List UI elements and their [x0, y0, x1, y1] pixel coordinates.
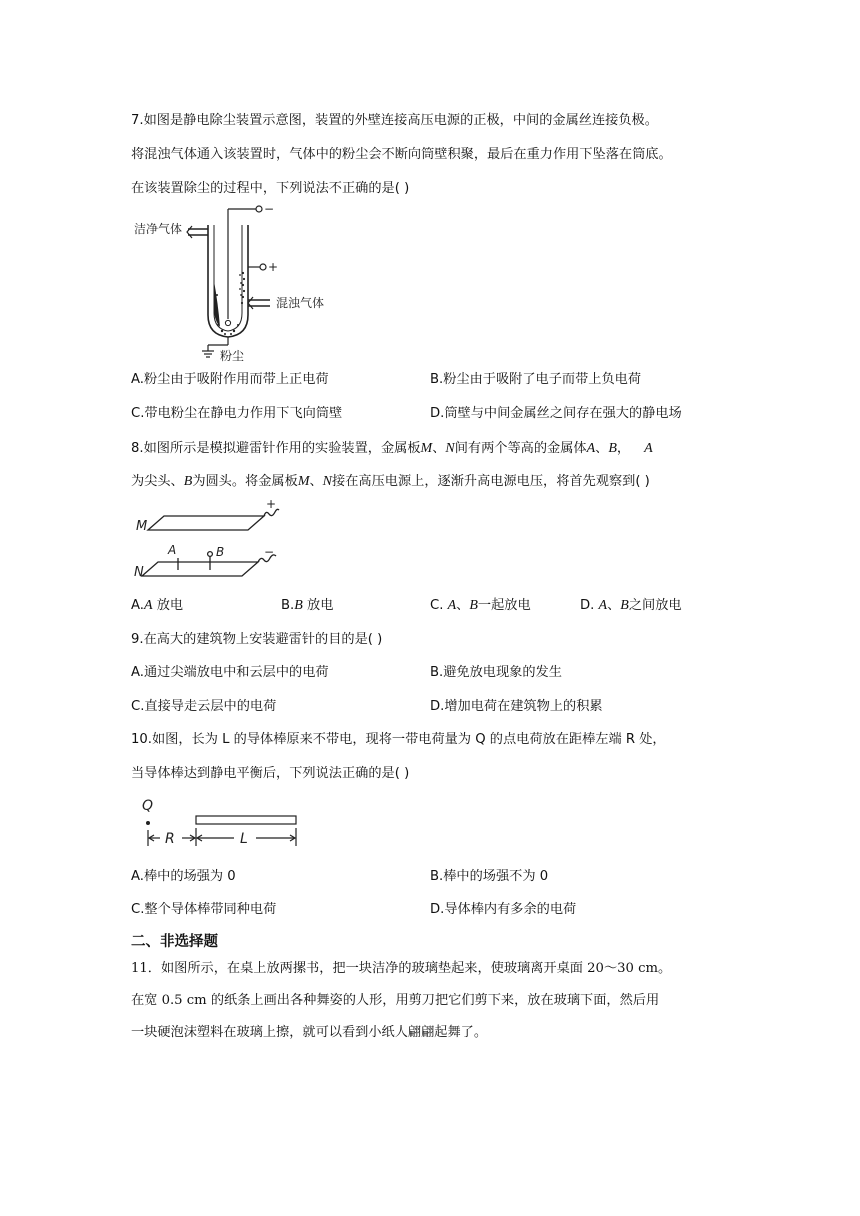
q8-var: A	[644, 441, 653, 456]
option-var: B	[294, 598, 303, 613]
option-text: 放电	[152, 598, 184, 613]
q8-var: N	[445, 441, 455, 456]
positive-terminal-label: +	[266, 497, 277, 511]
body-b-label: B	[216, 545, 225, 559]
q10-option-a: A.棒中的场强为 0	[131, 869, 236, 884]
q8-text: ，	[616, 441, 631, 456]
q7-option-b: B.粉尘由于吸附了电子而带上负电荷	[430, 372, 642, 387]
distance-r-label: R	[165, 831, 175, 847]
q8-line-2	[131, 473, 650, 491]
option-letter: B.	[281, 598, 295, 613]
q8-text: 间有两个等高的金属体	[454, 441, 587, 456]
q10-line-1: 10.如图，长为 L 的导体棒原来不带电，现将一带电荷量为 Q 的点电荷放在距棒左端 R 处，	[131, 732, 666, 747]
positive-terminal-label: +	[268, 260, 279, 274]
q8-text: 为圆头。将金属板	[192, 474, 298, 489]
q7-electrostatic-precipitator-figure	[130, 203, 330, 363]
q8-var: M	[297, 474, 310, 489]
q7-line-1: 7.如图是静电除尘装置示意图，装置的外壁连接高压电源的正极，中间的金属丝连接负极。	[131, 113, 658, 128]
q8-lightning-rod-figure	[130, 497, 290, 586]
q9-option-a: A.通过尖端放电中和云层中的电荷	[131, 665, 329, 680]
q8-var: B	[608, 441, 617, 456]
q8-option-d	[580, 597, 682, 615]
q11-line-2: 在宽 0.5 cm 的纸条上画出各种舞姿的人形，用剪刀把它们剪下来，放在玻璃下面，然后用	[131, 993, 660, 1008]
option-text: 、	[607, 598, 621, 613]
negative-terminal-label: −	[264, 545, 275, 559]
option-letter: D.	[580, 598, 599, 613]
q8-var: M	[420, 441, 433, 456]
q10-option-c: C.整个导体棒带同种电荷	[131, 902, 277, 917]
clean-gas-label: 洁净气体	[134, 222, 183, 236]
q8-text: 、	[432, 441, 446, 456]
q7-option-d: D.筒壁与中间金属丝之间存在强大的静电场	[430, 406, 682, 421]
q10-option-d: D.导体棒内有多余的电荷	[430, 902, 577, 917]
option-var: B	[620, 598, 629, 613]
q7-option-a: A.粉尘由于吸附作用而带上正电荷	[131, 372, 329, 387]
length-l-label: L	[240, 831, 248, 847]
body-a-label: A	[168, 543, 177, 557]
q8-var: A	[586, 441, 596, 456]
q9-line-1: 9.在高大的建筑物上安装避雷针的目的是( )	[131, 632, 383, 647]
option-var: A	[143, 598, 153, 613]
option-letter: C.	[430, 598, 448, 613]
q11-line-1: 11．如图所示，在桌上放两摞书，把一块洁净的玻璃垫起来，使玻璃离开桌面 20～30 cm。	[131, 961, 672, 976]
q10-line-2: 当导体棒达到静电平衡后，下列说法正确的是( )	[131, 766, 410, 781]
q8-option-a	[131, 597, 183, 615]
plate-n-label: N	[134, 565, 144, 580]
q11-line-3: 一块硬泡沫塑料在玻璃上擦，就可以看到小纸人翩翩起舞了。	[131, 1025, 488, 1040]
q10-conductor-rod-figure	[134, 794, 304, 854]
option-text: 放电	[302, 598, 334, 613]
q8-text: 8.如图所示是模拟避雷针作用的实验装置，金属板	[131, 441, 421, 456]
q8-text: 接在高压电源上，逐渐升高电源电压，将首先观察到( )	[332, 474, 650, 489]
q8-line-1	[131, 440, 653, 458]
q8-var: B	[183, 474, 193, 489]
section-heading: 二、非选择题	[131, 934, 218, 950]
option-letter: A.	[131, 598, 144, 613]
option-var: A	[447, 598, 457, 613]
q8-option-b	[281, 597, 333, 615]
q10-option-b: B.棒中的场强不为 0	[430, 869, 549, 884]
dust-label: 粉尘	[220, 349, 245, 363]
option-text: 一起放电	[477, 598, 531, 613]
q8-option-c	[430, 597, 531, 615]
q7-line-2: 将混浊气体通入该装置时，气体中的粉尘会不断向筒壁积聚，最后在重力作用下坠落在筒底。	[131, 147, 672, 162]
charge-q-label: Q	[142, 798, 154, 814]
q9-option-c: C.直接导走云层中的电荷	[131, 699, 277, 714]
q8-text: 、	[309, 474, 323, 489]
option-var: A	[598, 598, 608, 613]
option-text: 、	[456, 598, 470, 613]
q9-option-d: D.增加电荷在建筑物上的积累	[430, 699, 603, 714]
q7-line-3: 在该装置除尘的过程中，下列说法不正确的是( )	[131, 181, 410, 196]
q8-var: N	[322, 474, 333, 489]
dirty-gas-label: 混浊气体	[276, 296, 325, 310]
q9-option-b: B.避免放电现象的发生	[430, 665, 562, 680]
option-var: B	[469, 598, 478, 613]
q7-option-c: C.带电粉尘在静电力作用下飞向筒壁	[131, 406, 343, 421]
q8-text: 为尖头、	[131, 474, 184, 489]
q8-text: 、	[595, 441, 609, 456]
negative-terminal-label: −	[264, 202, 275, 216]
plate-m-label: M	[136, 519, 148, 534]
option-text: 之间放电	[628, 598, 682, 613]
